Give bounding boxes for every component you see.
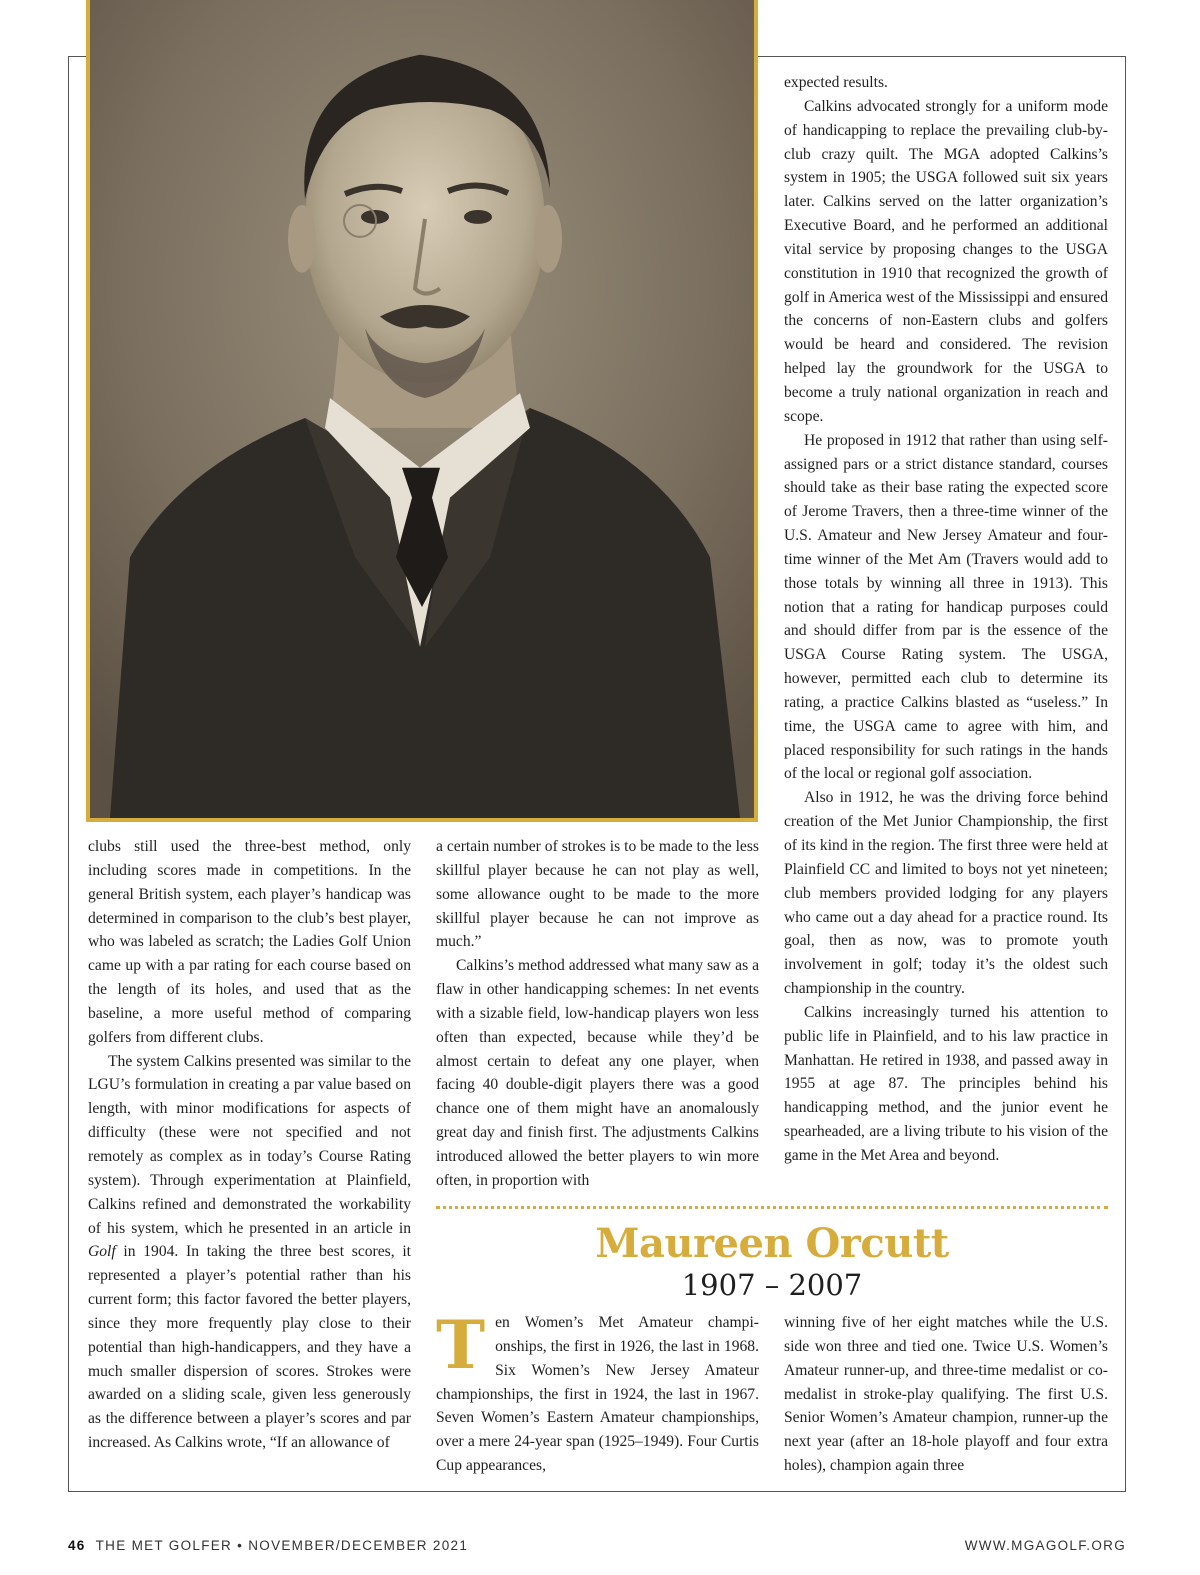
page-number: 46 [68,1538,86,1553]
italic-magazine-title: Golf [88,1243,116,1261]
article-paragraph: Also in 1912, he was the driving force behind creation of the Met Junior Championship, the first of its kind in the region. The first three were held at Plainfield CC and limited to boys not yet nineteen; club members provided lodging for any players who came out a day ahead for a practice round. Its goal, then as now, was to promote youth involvement in golf; today it’s the oldest such championship in the country. [784,789,1108,998]
article-paragraph: The system Calkins presented was similar to the LGU’s formulation in creating a par value based on length, with minor modifications for aspects of difficulty (these were not specified and not remotely as complex as in today’s Course Rating system). Through experimentation at Plainfield, Calkins refined and demonstrated the workability of his system, which he presented in an article in Golf in 1904. In taking the three best scores, it represented a player’s potential rather than his current form; this factor favored the better players, since they more frequently play close to their potential than high-handicappers, and they have a much smaller dispersion of scores. Strokes were awarded on a sliding scale, given less generously as the difference between a player’s scores and par increased. As Calkins wrote, “If an allowance of [88,1052,411,1452]
article-paragraph: a certain number of strokes is to be made to the less skillful player because he can not play as well, some allowance ought to be made to the more skillful player because he can not improve as much.” [436,838,759,951]
article-column-1 [88,835,411,1455]
drop-cap: T [436,1306,486,1384]
publication-info: THE MET GOLFER • NOVEMBER/DECEMBER 2021 [95,1538,469,1553]
sidebar-years: 1907 – 2007 [681,1268,863,1302]
article-paragraph: Calkins increasingly turned his attention to public life in Plainfield, and to his law practice in Manhattan. He retired in 1938, and passed away in 1955 at age 87. The principles behind his handicapping method, and the junior event he spearheaded, are a living tribute to his vision of the game in the Met Area and beyond. [784,1003,1108,1164]
dotted-divider [436,1206,1108,1209]
article-paragraph: expected results. [784,74,888,91]
website-link[interactable]: WWW.MGAGOLF.ORG [964,1538,1126,1553]
sidebar-column-right [784,1311,1108,1478]
sidebar-column-left [436,1306,759,1478]
article-paragraph: He proposed in 1912 that rather than using self-assigned pars or a strict distance standard, courses should take as their base rating the expected score of Jerome Travers, then a three-time winner of the U.S. Amateur and New Jersey Amateur and four-time winner of the Met Am (Travers would add to those totals by winning all three in 1913). This notion that a rating for handicap purposes could and should differ from par is the essence of the USGA Course Rating system. The USGA, however, permitted each club to determine its rating, a practice Calkins blasted as “useless.” In time, the USGA came to agree with him, and placed responsibility for such ratings in the hands of the local or regional golf association. [784,431,1108,783]
article-paragraph: Calkins’s method addressed what many saw as a flaw in other handicapping schemes: In net events with a sizable field, low-handicap players won less often than expected, because while they’d be almost certain to defeat any one player, when facing 40 double-digit players there was a good chance one of them might have an anomalously great day and finish first. The adjustments Calkins introduced allowed the better players to win more often, in proportion with [436,957,759,1189]
sidebar-paragraph: Ten Women’s Met Amateur championships, the first in 1926, the last in 1968. Six Women’s New Jersey Amateur championships, the first in 1924, the last in 1967. Seven Women’s Eastern Amateur championships, over a mere 24-year span (1925–1949). Four Curtis Cup appearances, [436,1306,759,1475]
portrait-illustration [90,0,754,818]
article-paragraph: clubs still used the three-best method, only including scores made in competitions. In the general British system, each player’s handicap was determined in comparison to the club’s best player, who was labeled as scratch; the Ladies Golf Union came up with a par rating for each course based on the length of its holes, and used that as the baseline, a more useful method of comparing golfers from different clubs. [88,838,411,1046]
sidebar-title: Maureen Orcutt [595,1220,949,1267]
article-paragraph: Calkins advocated strongly for a uniform mode of handicapping to replace the prevailing club-by-club crazy quilt. The MGA adopted Calkins’s system in 1905; the USGA followed suit six years later. Calkins served on the latter organization’s Executive Board, and he performed an additional vital service by proposing changes to the USGA constitution in 1910 that recognized the growth of golf in America west of the Mississippi and ensured the concerns of non-Eastern clubs and golfers would be heard and considered. The revision helped lay the groundwork for the USGA to become a truly national organization in reach and scope. [784,97,1108,425]
sidebar-paragraph: winning five of her eight matches while the U.S. side won three and tied one. Twice U.S. Women’s Amateur runner-up, and three-time medalist or co-medalist in stroke-play qualifying. The first U.S. Senior Women’s Amateur champion, runner-up the next year (after an 18-hole playoff and four extra holes), champion again three [784,1314,1108,1475]
article-column-3 [784,71,1108,1168]
footer-left [68,1538,468,1553]
portrait-photo [86,0,758,822]
article-column-2 [436,835,759,1193]
